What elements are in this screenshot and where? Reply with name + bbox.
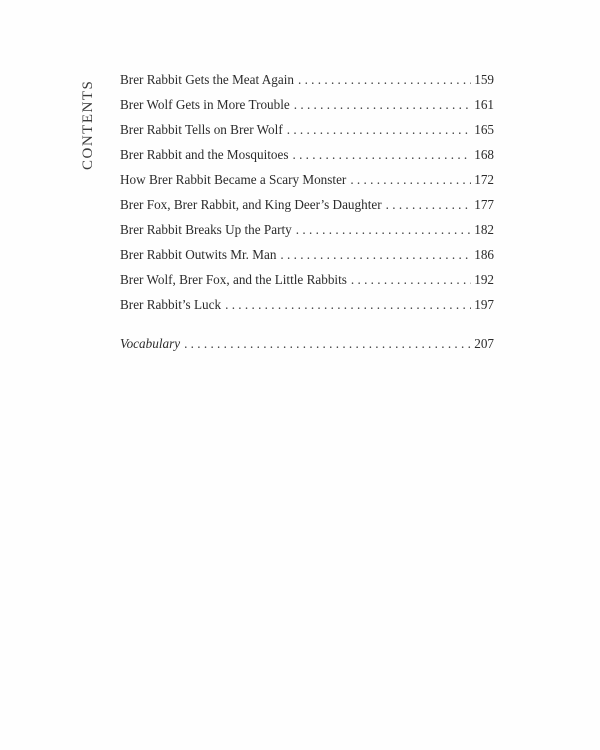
toc-entry-vocabulary[interactable] bbox=[120, 331, 494, 356]
toc-entry[interactable] bbox=[120, 67, 494, 92]
toc-dot-leader bbox=[386, 192, 472, 217]
toc-dot-leader bbox=[351, 267, 471, 292]
toc-entry[interactable] bbox=[120, 117, 494, 142]
toc-entry[interactable] bbox=[120, 292, 494, 317]
toc-entry-page: 161 bbox=[474, 97, 494, 112]
toc-entry-page: 186 bbox=[474, 247, 494, 262]
toc-entry-title: Vocabulary bbox=[120, 336, 181, 351]
table-of-contents bbox=[120, 67, 494, 356]
toc-entry-title: Brer Wolf, Brer Fox, and the Little Rabbits bbox=[120, 272, 347, 287]
toc-dot-leader bbox=[350, 167, 471, 192]
toc-entry[interactable] bbox=[120, 242, 494, 267]
toc-entry[interactable] bbox=[120, 142, 494, 167]
toc-entry[interactable] bbox=[120, 267, 494, 292]
toc-entry-title: Brer Rabbit Tells on Brer Wolf bbox=[120, 122, 283, 137]
toc-entry-page: 165 bbox=[474, 122, 494, 137]
toc-entry-page: 172 bbox=[474, 172, 494, 187]
toc-entry-page: 192 bbox=[474, 272, 494, 287]
toc-entry-title: Brer Rabbit Outwits Mr. Man bbox=[120, 247, 277, 262]
toc-dot-leader bbox=[184, 331, 471, 356]
toc-entry-title: Brer Fox, Brer Rabbit, and King Deer’s Daughter bbox=[120, 197, 382, 212]
toc-dot-leader bbox=[225, 292, 471, 317]
toc-dot-leader bbox=[294, 92, 471, 117]
toc-entry-page: 197 bbox=[474, 297, 494, 312]
toc-entry-page: 168 bbox=[474, 147, 494, 162]
toc-entry[interactable] bbox=[120, 217, 494, 242]
toc-dot-leader bbox=[280, 242, 471, 267]
toc-entry-page: 159 bbox=[474, 72, 494, 87]
toc-entry[interactable] bbox=[120, 92, 494, 117]
toc-dot-leader bbox=[298, 67, 471, 92]
toc-dot-leader bbox=[296, 217, 471, 242]
toc-entry-title: Brer Wolf Gets in More Trouble bbox=[120, 97, 290, 112]
toc-entry-title: Brer Rabbit’s Luck bbox=[120, 297, 222, 312]
toc-entry-title: Brer Rabbit Breaks Up the Party bbox=[120, 222, 292, 237]
toc-dot-leader bbox=[292, 142, 471, 167]
toc-entry-title: How Brer Rabbit Became a Scary Monster bbox=[120, 172, 347, 187]
toc-entry[interactable] bbox=[120, 167, 494, 192]
toc-entry-page: 177 bbox=[474, 197, 494, 212]
toc-dot-leader bbox=[287, 117, 472, 142]
toc-entry-page: 182 bbox=[474, 222, 494, 237]
toc-entry-title: Brer Rabbit and the Mosquitoes bbox=[120, 147, 289, 162]
contents-side-label bbox=[76, 70, 100, 180]
toc-entry-title: Brer Rabbit Gets the Meat Again bbox=[120, 72, 294, 87]
toc-entry[interactable] bbox=[120, 192, 494, 217]
contents-label-text: CONTENTS bbox=[80, 79, 96, 170]
section-spacer bbox=[120, 317, 494, 331]
toc-entry-page: 207 bbox=[474, 336, 494, 351]
